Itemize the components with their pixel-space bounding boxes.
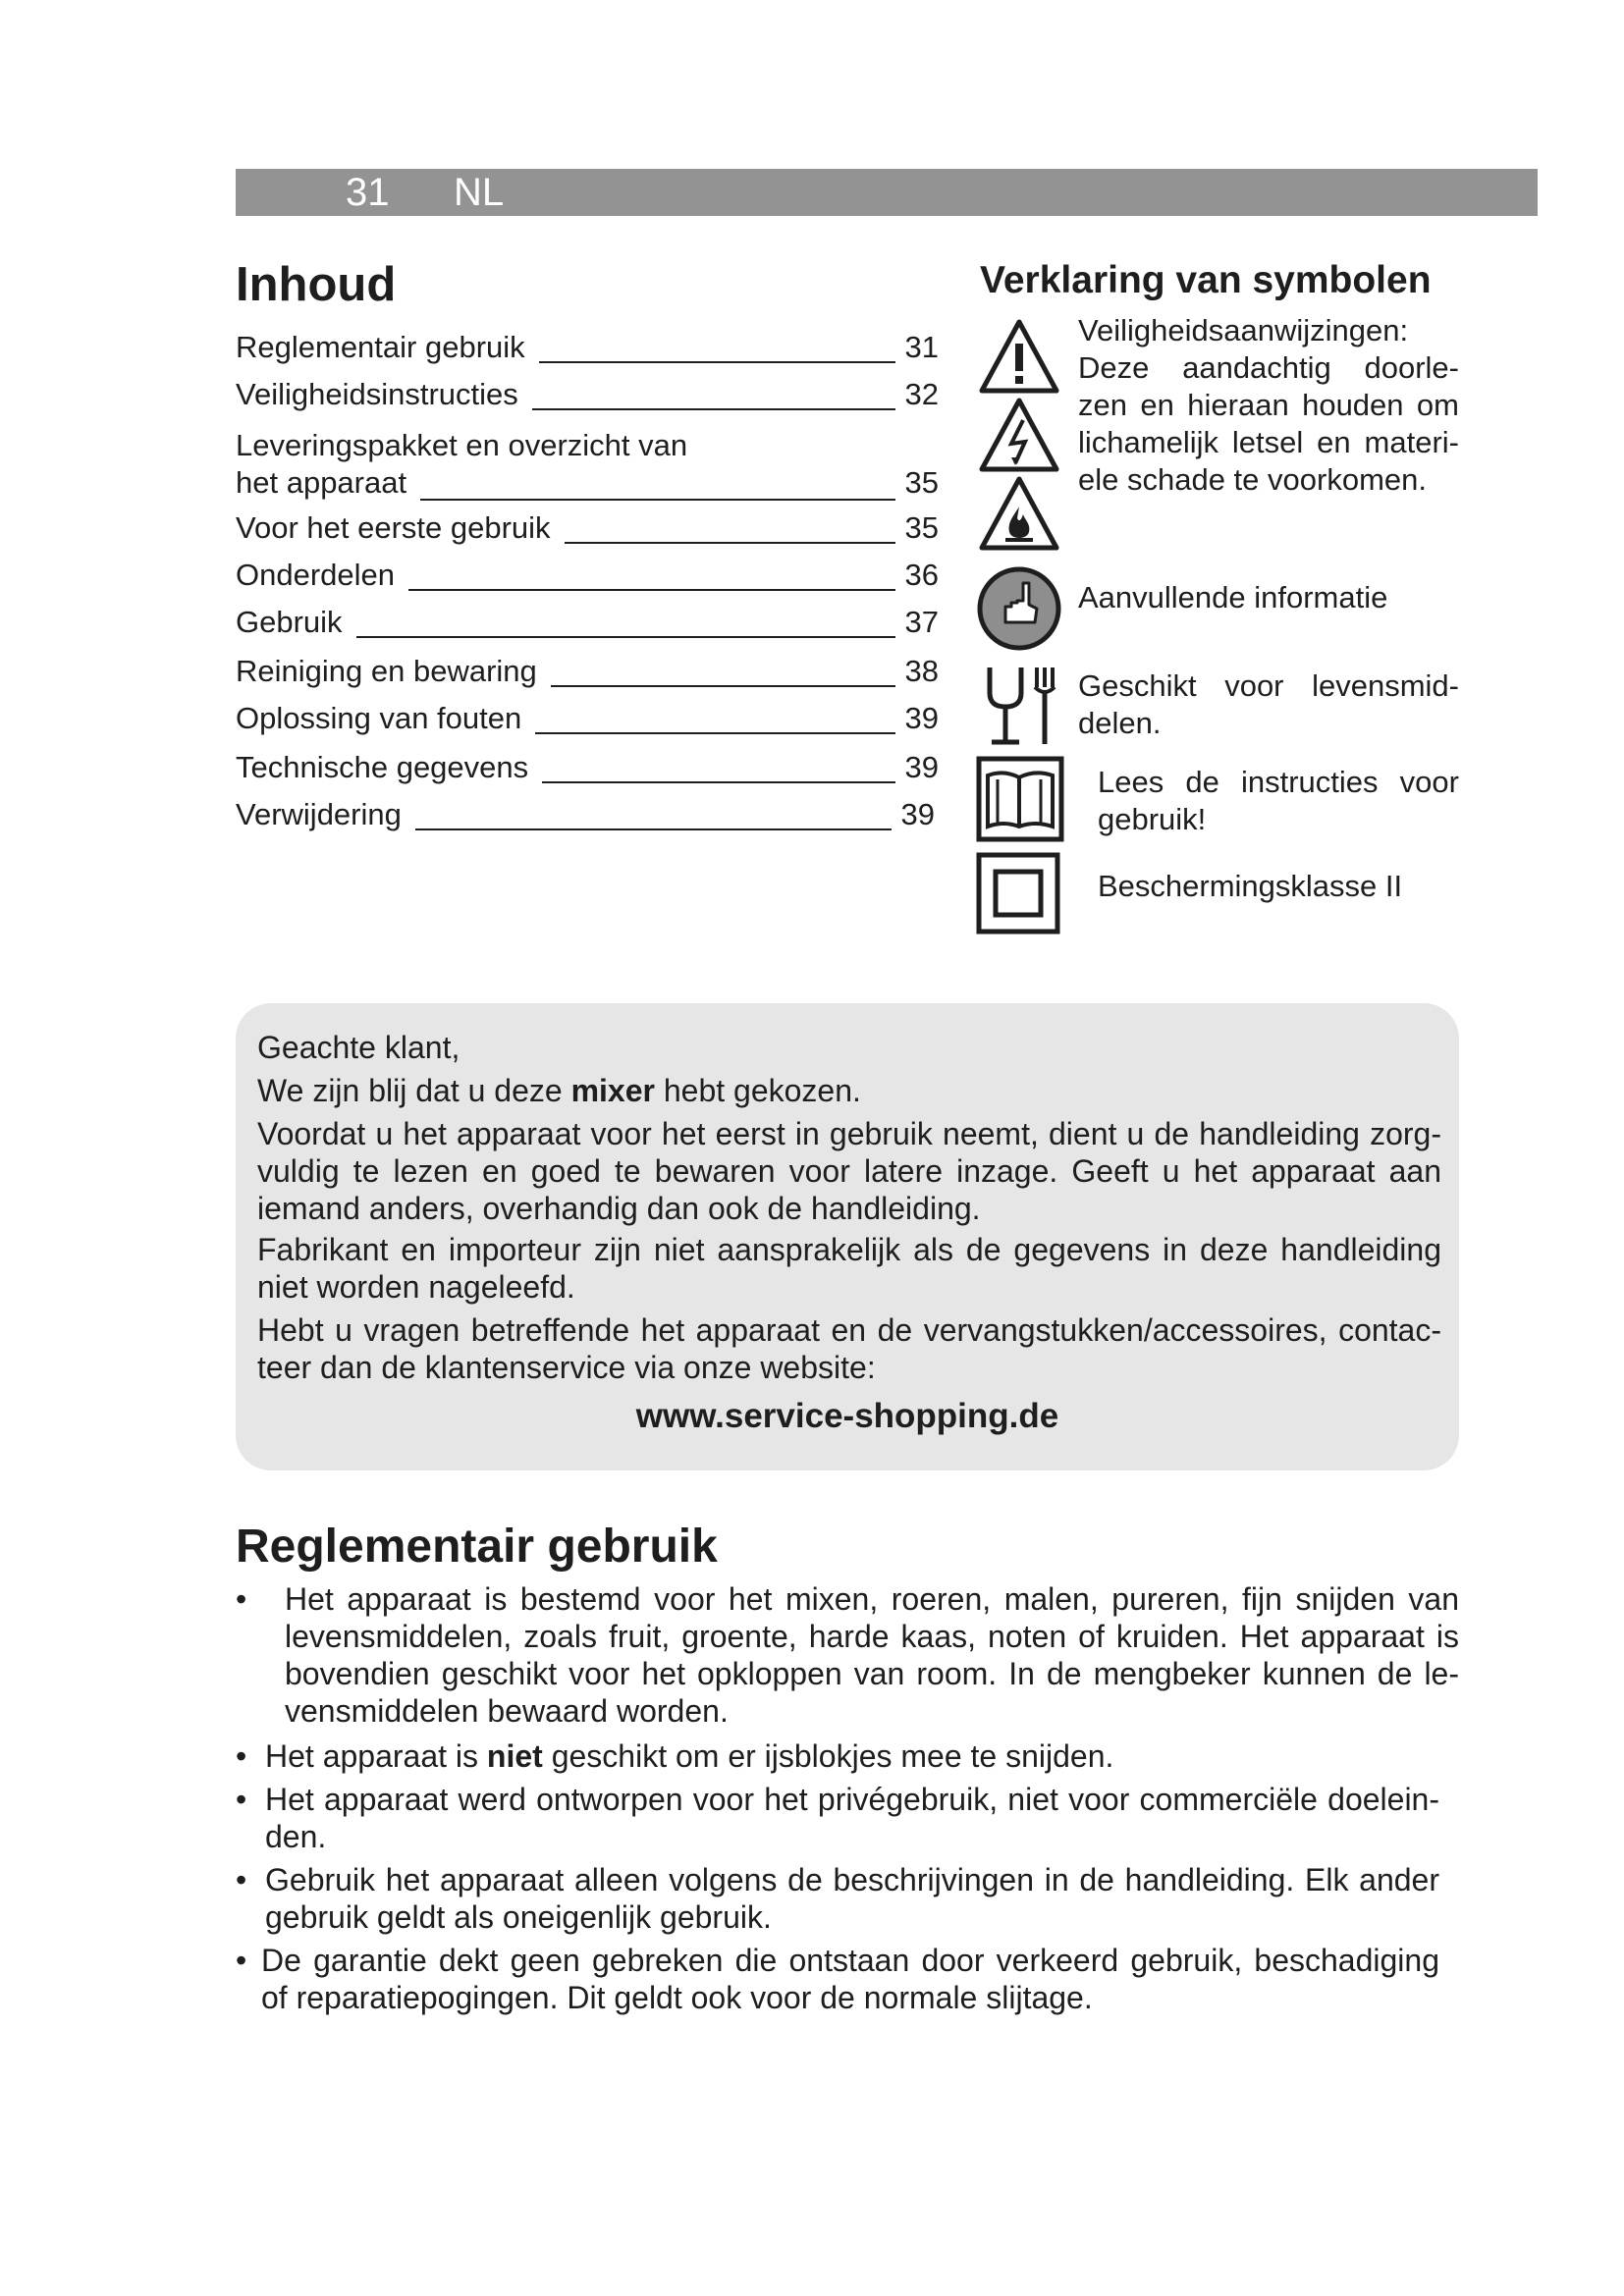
list-item — [236, 1580, 1459, 1737]
protection-class-ii-icon — [976, 852, 1060, 934]
toc-leader — [408, 589, 895, 591]
intro-line — [257, 1072, 1441, 1109]
language-code: NL — [454, 171, 505, 214]
toc-item-label: Oplossing van fouten — [236, 701, 522, 735]
bullet-dot: • — [236, 1943, 247, 1978]
list-item-text: Het apparaat is bestemd voor het mixen, roeren, malen, pureren, fijn snijden van levensmiddelen, zoals fruit, groente, harde kaas, noten of kruiden. Het apparaat is bovendien geschikt voor het opkloppen van room. In de mengbeker kunnen de le- vensmiddelen bewaard worden. — [285, 1581, 1459, 1729]
customer-notice-box — [236, 1003, 1459, 1470]
emphasis: niet — [486, 1738, 543, 1774]
toc-item[interactable] — [236, 603, 939, 642]
toc-item[interactable] — [236, 699, 939, 738]
toc-item[interactable] — [236, 508, 939, 548]
toc-leader — [356, 636, 895, 638]
bullet-dot: • — [236, 1862, 247, 1897]
toc-item[interactable] — [236, 426, 939, 505]
toc-item-label: Reiniging en bewaring — [236, 654, 537, 688]
toc-item-label: Verwijdering — [236, 797, 402, 831]
list-item — [236, 1737, 1459, 1777]
toc-item-label: Reglementair gebruik — [236, 330, 525, 364]
bullet-dot: • — [236, 1581, 247, 1617]
list-item — [236, 1942, 1459, 2020]
salutation: Geachte klant, — [257, 1030, 460, 1065]
list-item-text: Het apparaat werd ontworpen voor het privégebruik, niet voor commerciële doelein- den. — [265, 1782, 1439, 1854]
fire-hazard-icon — [978, 473, 1060, 552]
toc-item[interactable] — [236, 748, 939, 787]
product-name: mixer — [570, 1073, 655, 1108]
toc-leader — [539, 361, 895, 363]
toc-item-label-line2: het apparaat — [236, 465, 407, 500]
toc-leader — [532, 408, 895, 410]
list-item-text — [265, 1737, 1459, 1775]
toc-item-page: 38 — [904, 654, 939, 688]
pointing-hand-icon — [976, 565, 1062, 652]
toc-item-page: 31 — [904, 330, 939, 364]
website-link[interactable]: www.service-shopping.de — [635, 1397, 1059, 1435]
toc-item-page: 39 — [904, 701, 939, 735]
safety-instructions-text: Veiligheidsaanwijzingen: Deze aandachtig doorle- zen en hieraan houden om lichamelijk letsel en materi- ele schade te voorkomen. — [1078, 313, 1459, 497]
toc-item-label: Onderdelen — [236, 558, 396, 592]
info-symbol-text: Aanvullende informatie — [1078, 580, 1388, 614]
toc-leader — [551, 685, 895, 687]
toc-item[interactable] — [236, 795, 939, 834]
toc-item[interactable] — [236, 375, 939, 414]
symbols-title: Verklaring van symbolen — [980, 259, 1432, 301]
toc-item-page: 35 — [904, 465, 939, 500]
bullet-dot: • — [236, 1782, 247, 1817]
list-item-text: Gebruik het apparaat alleen volgens de beschrijvingen in de handleiding. Elk ander gebruik geldt als oneigenlijk gebruik. — [265, 1862, 1439, 1935]
intro-text: hebt gekozen. — [654, 1073, 861, 1108]
toc-item-page: 36 — [904, 558, 939, 592]
toc-item-label: Technische gegevens — [236, 750, 529, 784]
bullet-dot: • — [236, 1738, 247, 1774]
list-item — [236, 1861, 1459, 1940]
page-number: 31 — [346, 171, 390, 214]
toc-item-label: Leveringspakket en overzicht van — [236, 428, 688, 462]
contact-paragraph: Hebt u vragen betreffende het apparaat en de vervangstukken/accessoires, contac- teer dan de klantenservice via onze website: — [257, 1312, 1441, 1385]
toc-leader — [535, 732, 895, 734]
toc-item-page: 37 — [904, 605, 939, 639]
read-instructions-text: Lees de instructies voor gebruik! — [1098, 765, 1459, 836]
food-safe-icon — [984, 664, 1058, 748]
toc-leader — [420, 499, 895, 501]
toc-item-page: 39 — [900, 797, 935, 831]
list-item-text-part: geschikt om er ijsblokjes mee te snijden. — [542, 1738, 1114, 1774]
intro-text: We zijn blij dat u deze — [257, 1073, 571, 1108]
toc-item-label: Gebruik — [236, 605, 343, 639]
section-title: Reglementair gebruik — [236, 1521, 718, 1573]
protection-class-text: Beschermingsklasse II — [1098, 869, 1403, 903]
liability-paragraph: Fabrikant en importeur zijn niet aansprakelijk als de gegevens in deze handleiding niet worden nageleefd. — [257, 1232, 1441, 1305]
toc-leader — [542, 781, 895, 783]
food-safe-text: Geschikt voor levensmid- delen. — [1078, 668, 1459, 740]
toc-item[interactable] — [236, 556, 939, 595]
toc-item-label: Voor het eerste gebruik — [236, 510, 551, 545]
list-item-text: De garantie dekt geen gebreken die ontstaan door verkeerd gebruik, beschadiging of reparatiepogingen. Dit geldt ook voor de normale slijtage. — [261, 1943, 1439, 2015]
toc-item[interactable] — [236, 328, 939, 367]
electric-hazard-icon — [978, 395, 1060, 473]
intro-paragraph: Voordat u het apparaat voor het eerst in gebruik neemt, dient u de handleiding zorg- vuldig te lezen en goed te bewaren voor latere inzage. Geeft u het apparaat aan iemand anders, overhandig dan ook de handleiding. — [257, 1116, 1441, 1226]
toc-item[interactable] — [236, 652, 939, 691]
instruction-book-icon — [976, 756, 1064, 842]
toc-title: Inhoud — [236, 258, 397, 311]
header-bar — [236, 169, 1538, 216]
toc-leader — [565, 542, 895, 544]
toc-item-page: 35 — [904, 510, 939, 545]
warning-icon — [978, 316, 1060, 395]
toc-item-page: 39 — [904, 750, 939, 784]
toc-leader — [415, 828, 892, 830]
list-item-text-part: Het apparaat is — [265, 1738, 487, 1774]
list-item — [236, 1781, 1459, 1859]
toc-item-page: 32 — [904, 377, 939, 411]
toc-item-label: Veiligheidsinstructies — [236, 377, 518, 411]
